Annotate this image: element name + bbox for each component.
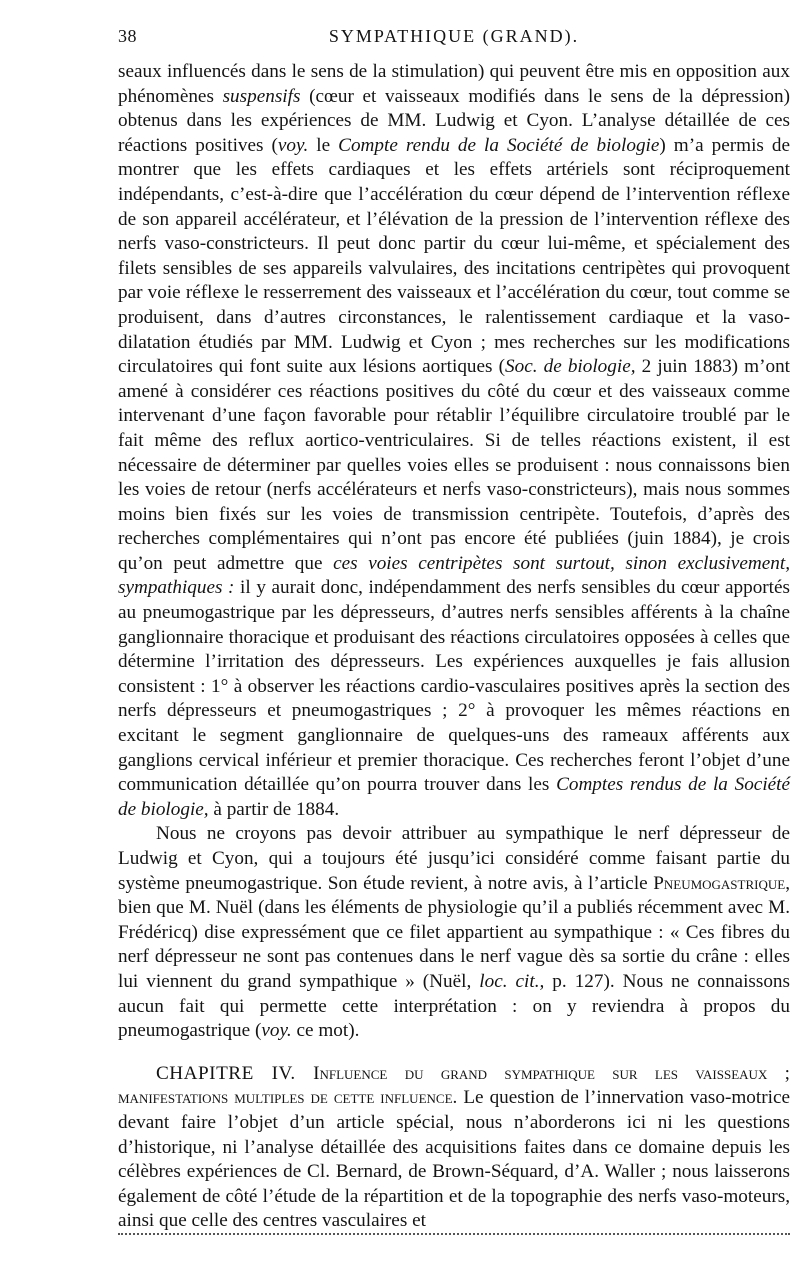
paragraph-chapter-4	[118, 1062, 790, 1234]
text-run: ) m’a permis de montrer que les effets cardiaques et les effets artériels sont réciproquement indépendants, c’est-à-dire que l’accélération du cœur dépend de l’intervention réflexe de son appareil accélérateur, et l’élévation de la pression de l’intervention réflexe des nerfs vaso-constricteurs. Il peut donc partir du cœur lui-même, et spécialement des filets sensibles de ses appareils valvulaires, des incitations centripètes qui provoquent par voie réflexe le resserrement des vaisseaux et l’accélération du cœur, tout comme se produisent, dans d’autres circonstances, le ralentissement cardiaque et la vaso-dilatation étudiés par MM. Ludwig et Cyon ; mes recherches sur les modifications circulatoires qui font suite aux lésions aortiques (	[118, 134, 790, 378]
paragraph-continuation	[118, 60, 790, 822]
paragraph-depresseur	[118, 822, 790, 1043]
text-run: Nous ne croyons pas devoir attribuer au sympathique le nerf dépresseur de Ludwig et Cyon, qui a toujours été jusqu’ici considéré comme faisant partie du système pneumogastrique. Son étude revient, à notre avis, à l’article	[118, 823, 790, 894]
text-run: p. 127). Nous ne connaissons aucun fait qui permette cette interprétation : on y reviendra à propos du pneumogastrique (	[118, 970, 790, 1042]
text-run: le	[308, 134, 339, 156]
italic-run: Soc. de biologie,	[505, 356, 636, 378]
text-run: il y aurait donc, indépendamment des nerfs sensibles du cœur apportés au pneumogastrique par les dépresseurs, d’autres nerfs sensibles afférents à la chaîne ganglionnaire thoracique et produisant des réactions circulatoires opposées à celles que détermine l’irritation des dépresseurs. Les expériences auxquelles je fais allusion consistent : 1° à observer les réactions cardio-vasculaires positives après la section des nerfs dépresseurs et pneumogastriques ; 2° à provoquer les mêmes réactions en excitant le segment ganglionnaire de quelques-uns des rameaux afférents aux ganglions cervical inférieur et premier thoracique. Ces recherches feront l’objet d’une communication détaillée qu’on pourra trouver dans les	[118, 577, 790, 796]
italic-run: Compte rendu de la Société de biologie	[338, 134, 660, 156]
text-run: , bien que M. Nuël (dans les éléments de physiologie qu’il a publiés récemment avec M. Frédéricq) dise expressément que ce filet appartient au sympathique : « Ces fibres du nerf dépresseur ne sont pas contenues dans le nerf vague dès sa sortie du crâne : elles lui viennent du grand sympathique » (Nuël,	[118, 872, 790, 992]
italic-run: Comptes rendus de la Société de biologie,	[118, 774, 791, 820]
italic-run: voy.	[277, 134, 309, 156]
text-run: 2 juin 1883) m’ont amené à considérer ces réactions positives du côté du cœur et des vaisseaux comme intervenant d’une façon favorable pour rétablir l’équilibre circulatoire troublé par le fait même des reflux aortico-ventriculaires. Si de telles réactions existent, il est nécessaire de déterminer par quelles voies elles se produisent : nous connaissons bien les voies de retour (nerfs accélérateurs et nerfs vaso-constricteurs), mais nous sommes moins bien fixés sur les voies de transmission centripète. Toutefois, d’après des recherches complémentaires qui n’ont pas encore été publiées (juin 1884), je crois qu’on peut admettre que	[118, 356, 790, 574]
text-run: ce mot).	[291, 1020, 360, 1042]
page-number: 38	[118, 26, 137, 46]
text-run: Le question de l’innervation vaso-motrice devant faire l’objet d’un article spécial, nous n’aborderons ici ni les questions d’historique, ni l’analyse détaillée des acquisitions faites dans ce domaine depuis les célèbres expériences de Cl. Bernard, de Brown-Séquard, d’A. Waller ; nous laisserons également de côté l’étude de la répartition et de la topographie des nerfs vaso-moteurs, ainsi que celle des centres vasculaires et	[118, 1087, 790, 1232]
text-run: (cœur et vaisseaux modifiés dans le sens de la dépression) obtenus dans les expériences de MM. Ludwig et Cyon. L’analyse détaillée de ces réactions positives (	[118, 85, 790, 156]
running-title: SYMPATHIQUE (GRAND).	[328, 26, 580, 46]
smallcaps-run: Pneumogastrique	[653, 872, 786, 894]
footer-dotted-rule	[118, 1233, 790, 1235]
page-header	[118, 26, 790, 54]
chapter-heading: Influence du grand sympathique sur les vaisseaux ; manifestations multiples de cette influence.	[118, 1062, 791, 1109]
body-text	[118, 60, 790, 1234]
italic-run: ces voies centripètes sont surtout, sinon exclusivement, sympathiques :	[118, 552, 790, 599]
text-run: à partir de 1884.	[208, 798, 340, 820]
italic-run: voy.	[261, 1020, 292, 1042]
italic-run: suspensifs	[222, 85, 301, 107]
italic-run: loc. cit.,	[479, 970, 545, 992]
text-run: seaux influencés dans le sens de la stimulation) qui peuvent être mis en opposition aux phénomènes	[118, 61, 790, 107]
chapter-title: CHAPITRE IV.	[156, 1062, 296, 1084]
